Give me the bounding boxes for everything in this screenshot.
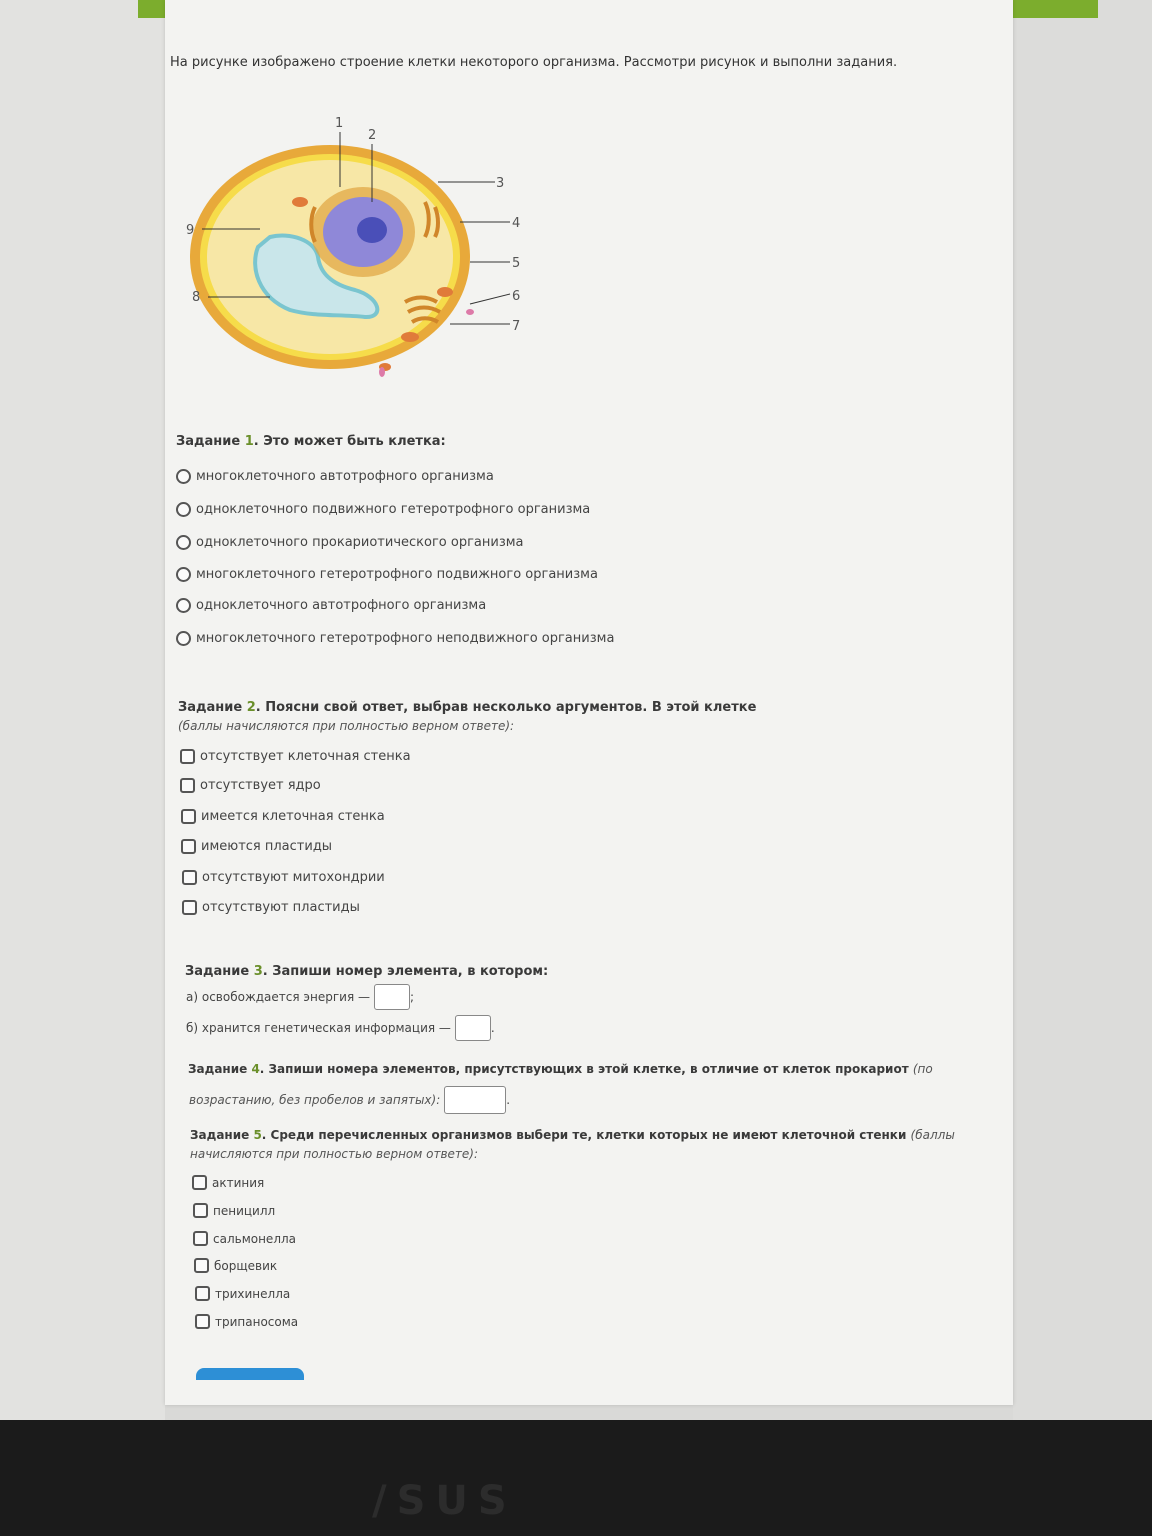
task2-option-3[interactable]: имеется клеточная стенка <box>181 809 385 824</box>
task2-option-1[interactable]: отсутствует клеточная стенка <box>180 749 411 764</box>
task1-option-2[interactable]: одноклеточного подвижного гетеротрофного организма <box>176 502 590 517</box>
label-2: 2 <box>368 128 377 143</box>
checkbox[interactable] <box>181 839 196 854</box>
task1-option-5[interactable]: одноклеточного автотрофного организма <box>176 598 486 613</box>
radio-button[interactable] <box>176 631 191 646</box>
label-4: 4 <box>512 216 521 231</box>
task5-option-5[interactable]: трихинелла <box>195 1286 290 1301</box>
radio-button[interactable] <box>176 502 191 517</box>
label-6: 6 <box>512 289 521 304</box>
task5-title: Задание 5. Среди перечисленных организмов выбери те, клетки которых не имеют клеточной стенки (баллы <box>190 1128 955 1142</box>
label-5: 5 <box>512 256 521 271</box>
radio-button[interactable] <box>176 535 191 550</box>
task5-option-2[interactable]: пеницилл <box>193 1203 275 1218</box>
task2-title: Задание 2. Поясни свой ответ, выбрав несколько аргументов. В этой клетке <box>178 700 757 715</box>
radio-button[interactable] <box>176 598 191 613</box>
task5-option-3[interactable]: сальмонелла <box>193 1231 296 1246</box>
checkbox[interactable] <box>181 809 196 824</box>
label-1: 1 <box>335 116 344 131</box>
label-9: 9 <box>186 223 195 238</box>
task2-note: (баллы начисляются при полностью верном ответе): <box>178 719 515 733</box>
brand-logo: /SUS <box>372 1478 517 1524</box>
checkbox[interactable] <box>180 749 195 764</box>
checkbox[interactable] <box>182 870 197 885</box>
label-7: 7 <box>512 319 521 334</box>
task1-option-1[interactable]: многоклеточного автотрофного организма <box>176 469 494 484</box>
cell-diagram <box>180 112 540 412</box>
checkbox[interactable] <box>195 1314 210 1329</box>
task3-title: Задание 3. Запиши номер элемента, в котором: <box>185 964 549 979</box>
task1-title: Задание 1. Это может быть клетка: <box>176 434 446 449</box>
task5-option-4[interactable]: борщевик <box>194 1258 277 1273</box>
label-8: 8 <box>192 290 201 305</box>
label-3: 3 <box>496 176 505 191</box>
background-right <box>1013 0 1152 1420</box>
task2-option-2[interactable]: отсутствует ядро <box>180 778 321 793</box>
task2-option-6[interactable]: отсутствуют пластиды <box>182 900 360 915</box>
radio-button[interactable] <box>176 567 191 582</box>
task5-note: начисляются при полностью верном ответе): <box>190 1147 479 1161</box>
background-left <box>0 0 165 1420</box>
task1-option-6[interactable]: многоклеточного гетеротрофного неподвижного организма <box>176 631 614 646</box>
task3-a-row: а) освобождается энергия — ; <box>186 984 414 1010</box>
task4-title: Задание 4. Запиши номера элементов, присутствующих в этой клетке, в отличие от клеток прокариот (по <box>188 1062 933 1076</box>
checkbox[interactable] <box>194 1258 209 1273</box>
task3-a-input[interactable] <box>374 984 410 1010</box>
task1-option-3[interactable]: одноклеточного прокариотического организма <box>176 535 524 550</box>
task4-row: возрастанию, без пробелов и запятых): . <box>189 1086 510 1114</box>
checkbox[interactable] <box>193 1231 208 1246</box>
checkbox[interactable] <box>195 1286 210 1301</box>
intro-text: На рисунке изображено строение клетки некоторого организма. Рассмотри рисунок и выполни задания. <box>170 55 898 70</box>
laptop-bezel <box>0 1420 1152 1536</box>
task3-b-input[interactable] <box>455 1015 491 1041</box>
radio-button[interactable] <box>176 469 191 484</box>
checkbox[interactable] <box>192 1175 207 1190</box>
task2-option-4[interactable]: имеются пластиды <box>181 839 332 854</box>
task4-input[interactable] <box>444 1086 506 1114</box>
task5-option-1[interactable]: актиния <box>192 1175 264 1190</box>
checkbox[interactable] <box>180 778 195 793</box>
task5-option-6[interactable]: трипаносома <box>195 1314 298 1329</box>
task2-option-5[interactable]: отсутствуют митохондрии <box>182 870 385 885</box>
task1-option-4[interactable]: многоклеточного гетеротрофного подвижного организма <box>176 567 598 582</box>
checkbox[interactable] <box>182 900 197 915</box>
task3-b-row: б) хранится генетическая информация — . <box>186 1015 495 1041</box>
submit-button[interactable] <box>196 1368 304 1380</box>
checkbox[interactable] <box>193 1203 208 1218</box>
